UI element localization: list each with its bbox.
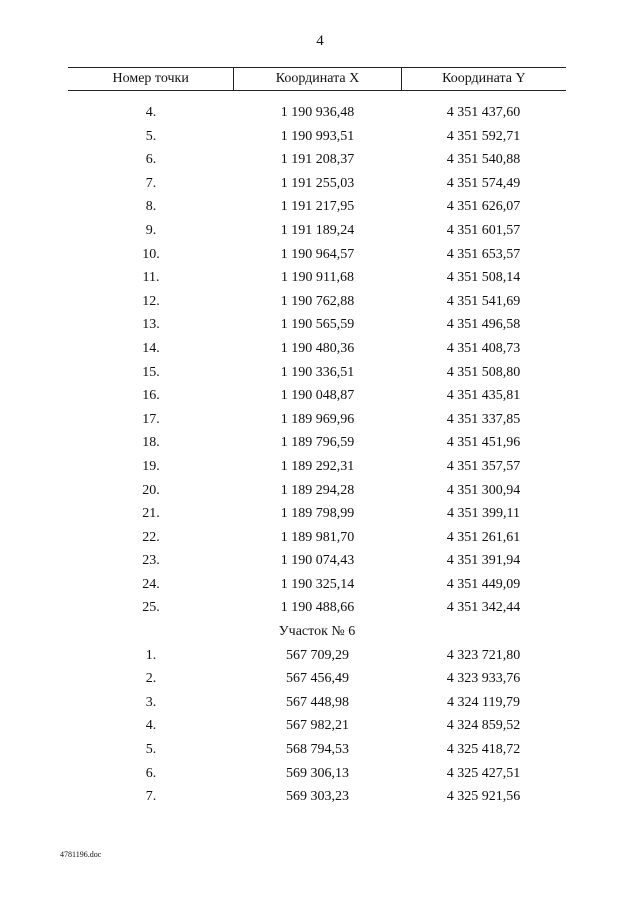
- coordinate-y-cell: 4 351 261,61: [446, 529, 521, 545]
- coordinate-y-cell: 4 351 449,09: [446, 576, 521, 592]
- coordinate-y-cell: 4 351 437,60: [446, 105, 521, 120]
- coordinate-x-cell: 1 190 936,48: [280, 105, 355, 120]
- table-row: [68, 172, 566, 196]
- coordinate-y-cell: 4 323 721,80: [446, 647, 521, 663]
- point-number-cell: 3.: [145, 694, 157, 710]
- coordinate-x-cell: 1 189 798,99: [280, 506, 355, 522]
- coordinate-x-cell: 1 190 336,51: [280, 364, 355, 380]
- point-number-cell: 20.: [142, 482, 160, 498]
- table-header: [68, 67, 566, 91]
- table-row: [68, 101, 566, 125]
- coordinate-y-cell: 4 351 399,11: [447, 506, 520, 522]
- point-number-cell: 18.: [142, 435, 160, 451]
- coordinate-x-cell: 1 189 294,28: [280, 482, 355, 498]
- coordinate-y-cell: 4 351 626,07: [446, 199, 521, 215]
- coordinate-x-cell: 567 456,49: [286, 671, 349, 687]
- coordinate-x-cell: 1 190 565,59: [280, 317, 355, 333]
- point-number-cell: 15.: [142, 364, 160, 380]
- header-coordinate-x: Координата X: [234, 68, 401, 90]
- table-row: [68, 762, 566, 786]
- table-row: [68, 195, 566, 219]
- table-row: [68, 596, 566, 620]
- coordinate-x-cell: 1 190 074,43: [280, 553, 355, 569]
- table-row: [68, 455, 566, 479]
- point-number-cell: 7.: [145, 175, 157, 191]
- table-row: [68, 549, 566, 573]
- table-row: [68, 667, 566, 691]
- coordinate-x-cell: 1 190 762,88: [280, 293, 355, 309]
- header-coordinate-y: Координата Y: [442, 71, 526, 86]
- coordinate-y-cell: 4 351 592,71: [446, 128, 521, 144]
- point-number-cell: 9.: [145, 222, 157, 238]
- coordinate-y-cell: 4 323 933,76: [446, 671, 521, 687]
- coordinates-table-body: [68, 101, 566, 809]
- point-number-cell: 7.: [145, 789, 157, 805]
- coordinate-y-cell: 4 325 418,72: [446, 742, 521, 758]
- point-number-cell: 19.: [142, 458, 160, 474]
- coordinate-y-cell: 4 351 496,58: [446, 317, 521, 333]
- coordinate-y-cell: 4 351 357,57: [446, 458, 521, 474]
- coordinate-x-cell: 569 306,13: [286, 765, 349, 781]
- coordinate-x-cell: 1 191 189,24: [280, 222, 355, 238]
- point-number-cell: 2.: [145, 671, 157, 687]
- coordinate-y-cell: 4 351 342,44: [446, 600, 521, 616]
- table-row: [68, 479, 566, 503]
- coordinate-x-cell: 1 190 488,66: [280, 600, 355, 616]
- coordinate-y-cell: 4 351 391,94: [446, 553, 521, 569]
- coordinate-x-cell: 567 709,29: [286, 647, 349, 663]
- coordinate-x-cell: 1 190 480,36: [280, 340, 355, 356]
- table-row: [68, 384, 566, 408]
- coordinate-x-cell: 1 189 292,31: [280, 458, 355, 474]
- point-number-cell: 14.: [142, 340, 160, 356]
- coordinate-x-cell: 1 191 208,37: [280, 152, 355, 168]
- table-row: [68, 691, 566, 715]
- table-row: [68, 337, 566, 361]
- coordinate-y-cell: 4 351 653,57: [446, 246, 521, 262]
- point-number-cell: 4.: [145, 718, 157, 734]
- table-row: [68, 408, 566, 432]
- table-row: [68, 526, 566, 550]
- coordinate-x-cell: 567 982,21: [286, 718, 349, 734]
- coordinate-y-cell: 4 351 300,94: [446, 482, 521, 498]
- coordinate-y-cell: 4 351 508,14: [446, 270, 521, 286]
- coordinate-x-cell: 568 794,53: [286, 742, 349, 758]
- point-number-cell: 24.: [142, 576, 160, 592]
- coordinate-y-cell: 4 351 540,88: [446, 152, 521, 168]
- table-row: [68, 431, 566, 455]
- point-number-cell: 21.: [142, 506, 160, 522]
- coordinate-x-cell: 1 189 981,70: [280, 529, 355, 545]
- table-row: [68, 243, 566, 267]
- coordinate-x-cell: 1 190 964,57: [280, 246, 355, 262]
- table-row: [68, 738, 566, 762]
- coordinate-x-cell: 1 190 325,14: [280, 576, 355, 592]
- table-row: [68, 785, 566, 809]
- point-number-cell: 12.: [142, 293, 160, 309]
- table-row: [68, 573, 566, 597]
- table-row: [68, 219, 566, 243]
- coordinate-x-cell: 1 190 911,68: [281, 270, 354, 286]
- point-number-cell: 4.: [145, 105, 157, 120]
- point-number-cell: 16.: [142, 388, 160, 404]
- point-number-cell: 13.: [142, 317, 160, 333]
- point-number-cell: 11.: [142, 270, 160, 286]
- point-number-cell: 5.: [145, 128, 157, 144]
- table-row: [68, 290, 566, 314]
- table-row: [68, 266, 566, 290]
- coordinate-y-cell: 4 351 337,85: [446, 411, 521, 427]
- point-number-cell: 23.: [142, 553, 160, 569]
- coordinate-x-cell: 567 448,98: [286, 694, 349, 710]
- coordinate-x-cell: 1 191 255,03: [280, 175, 355, 191]
- point-number-cell: 6.: [145, 152, 157, 168]
- table-row: [68, 148, 566, 172]
- point-number-cell: 10.: [142, 246, 160, 262]
- point-number-cell: 1.: [145, 647, 157, 663]
- section-label: Участок № 6: [278, 624, 356, 640]
- table-row: [68, 361, 566, 385]
- coordinate-y-cell: 4 325 427,51: [446, 765, 521, 781]
- coordinate-x-cell: 1 189 796,59: [280, 435, 355, 451]
- coordinate-y-cell: 4 351 574,49: [446, 175, 521, 191]
- coordinate-x-cell: 1 191 217,95: [280, 199, 355, 215]
- point-number-cell: 6.: [145, 765, 157, 781]
- coordinate-x-cell: 1 189 969,96: [280, 411, 355, 427]
- point-number-cell: 5.: [145, 742, 157, 758]
- table-row: [68, 714, 566, 738]
- table-row: [68, 313, 566, 337]
- header-point-number: Номер точки: [68, 68, 234, 90]
- point-number-cell: 8.: [145, 199, 157, 215]
- coordinate-x-cell: 1 190 993,51: [280, 128, 355, 144]
- point-number-cell: 22.: [142, 529, 160, 545]
- table-row: [68, 125, 566, 149]
- table-row: [68, 644, 566, 668]
- coordinate-y-cell: 4 324 859,52: [446, 718, 521, 734]
- coordinate-y-cell: 4 351 408,73: [446, 340, 521, 356]
- coordinate-y-cell: 4 351 541,69: [446, 293, 521, 309]
- point-number-cell: 25.: [142, 600, 160, 616]
- page-number: 4: [316, 33, 324, 49]
- coordinate-y-cell: 4 351 435,81: [446, 388, 521, 404]
- table-row: [68, 502, 566, 526]
- coordinate-y-cell: 4 351 508,80: [446, 364, 521, 380]
- document-filename: 4781196.doc: [60, 850, 102, 859]
- point-number-cell: 17.: [142, 411, 160, 427]
- coordinate-y-cell: 4 324 119,79: [447, 694, 520, 710]
- coordinate-y-cell: 4 351 451,96: [446, 435, 521, 451]
- coordinate-y-cell: 4 351 601,57: [446, 222, 521, 238]
- coordinate-x-cell: 1 190 048,87: [280, 388, 355, 404]
- coordinate-y-cell: 4 325 921,56: [446, 789, 521, 805]
- coordinate-x-cell: 569 303,23: [286, 789, 349, 805]
